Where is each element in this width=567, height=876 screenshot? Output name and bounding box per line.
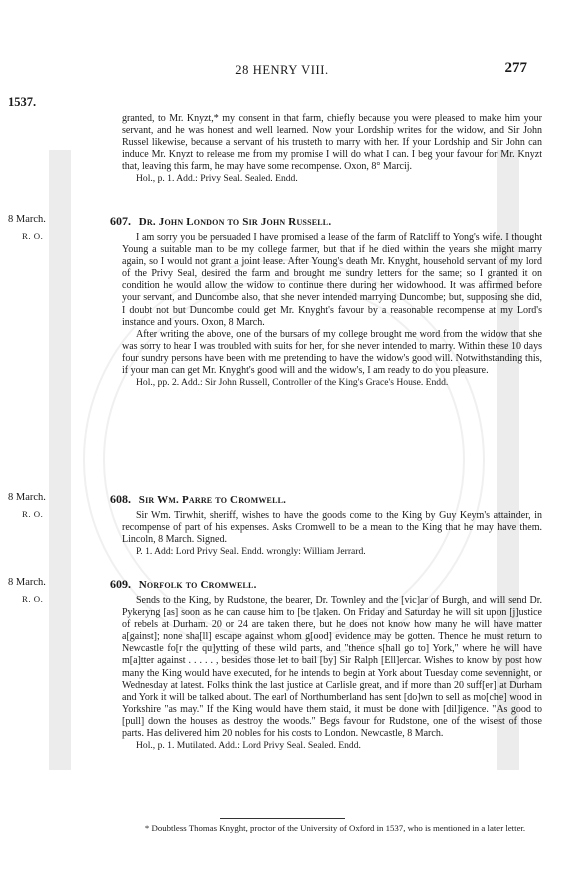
entry-607-heading bbox=[110, 214, 550, 229]
entry-609-date: 8 March. bbox=[8, 577, 46, 588]
footnote: * Doubtless Thomas Knyght, proctor of the University of Oxford in 1537, who is mentioned in a later letter. bbox=[144, 823, 526, 833]
entry-607-title: Dr. John London to Sir John Russell. bbox=[138, 216, 332, 228]
running-title: 28 HENRY VIII. bbox=[235, 63, 329, 77]
page-number: 277 bbox=[504, 60, 527, 76]
footnote-divider bbox=[220, 818, 345, 819]
continuation-text: granted, to Mr. Knyzt,* my consent in that farm, chiefly because you were pleased to make him your servant, and he was honest and well learned. Now your Lordship writes for the widow, and Sir John Russel likewise, because a servant of his trusteth to marry with her. If your Lordship and Sir John can induce Mr. Knyzt to release me from my promise I will do what I can. I beg your favour for Mr. Knyzt that, leaving this farm, he may have some recompense. Oxon, 8° Marcij. bbox=[122, 113, 542, 173]
entry-607-date: 8 March. bbox=[8, 214, 46, 225]
continuation-meta: Hol., p. 1. Add.: Privy Seal. Sealed. Endd. bbox=[136, 173, 298, 185]
continuation-block bbox=[122, 113, 542, 185]
entry-607-body bbox=[122, 232, 542, 389]
entry-608-meta: P. 1. Add: Lord Privy Seal. Endd. wrongly: William Jerrard. bbox=[136, 546, 366, 558]
entry-607-paragraph-2: After writing the above, one of the bursars of my college brought me word from the widow that she was sorry to hear I was troubled with suits for her, for she never intended to marry. Within these 10 days four sundry persons have been with me pretending to have the widow's good will. Notwithstanding this, if your man can get Mr. Knyght's good will and the widow's, I am ready to do you pleasure. bbox=[122, 328, 542, 377]
entry-608-heading bbox=[110, 492, 550, 507]
entry-609-number: 609. bbox=[110, 577, 131, 591]
entry-608-source: R. O. bbox=[22, 509, 44, 519]
entry-609-source: R. O. bbox=[22, 594, 44, 604]
entry-608-body bbox=[122, 510, 542, 558]
entry-608-date: 8 March. bbox=[8, 492, 46, 503]
entry-607-meta: Hol., pp. 2. Add.: Sir John Russell, Controller of the King's Grace's House. Endd. bbox=[136, 377, 449, 389]
entry-607-source: R. O. bbox=[22, 231, 44, 241]
year-label: 1537. bbox=[8, 95, 37, 109]
entry-609-body bbox=[122, 595, 542, 752]
entry-607-paragraph-1: I am sorry you be persuaded I have promised a lease of the farm of Ratcliff to Yong's wife. I thought Young a suitable man to be my college farmer, but that if he died within the years she might marry again, so I would not grant a joint lease. After Young's death Mr. Knyght, household servant of my lord of the Privy Seal, desired the farm and brought me sundry letters for the same; so I granted it on condition he would allow the widow to continue there during her widowhood. It was affirmed before your servant, and Duncombe also, that she never intended marrying Duncombe; but, supposing she did, I doubt not but Duncombe could get Mr. Knyght's favour by a reasonable recompense at my Lord's instance and yours. Oxon, 8 March. bbox=[122, 232, 542, 328]
entry-609-heading bbox=[110, 577, 550, 592]
entry-609-paragraph-1: Sends to the King, by Rudstone, the bearer, Dr. Townley and the [vic]ar of Burgh, and will send Dr. Pykeryng [as] soon as he can cause him to [be t]aken. On Friday and Saturday he will sit upon [j]ustice of rebels at Durham. 20 or 24 are taken there, but he does not know how many he will have matter a[gainst]; none sha[ll] escape against whom g[ood] evidence may be gotten. Thence he must return to Newcastle fo[r the qu]ytting of these wild parts, and "thence s[hall go to] York," where he will have m[a]tter against . . . . . , besides those let to bail [by] Sir Ralph [Ell]ercar. Wishes to know by post how many the King would have executed, for he intends to begin at York about Tuesday come sevennight, or Wednesday at latest. Folks think the last justice at Carlisle great, and if more than 20 suff[er] at Durham and York it will be talked about. The earl of Northumberland has sent [do]wn to sell as mo[che] wood in Yorkshire "as may." If the King would have them staid, it must be done with [dil]igence. "As good to [pull] down the houses as destroy the woods." Begs favour for Rudstone, one of the wisest of those parts. Has delivered him 20 nobles for his costs to London. Newcastle, 8 March. bbox=[122, 595, 542, 740]
entry-609-meta: Hol., p. 1. Mutilated. Add.: Lord Privy Seal. Sealed. Endd. bbox=[136, 740, 361, 752]
entry-609-title: Norfolk to Cromwell. bbox=[138, 579, 257, 591]
entry-608-title: Sir Wm. Parre to Cromwell. bbox=[138, 494, 287, 506]
entry-607-number: 607. bbox=[110, 214, 131, 228]
entry-608-paragraph-1: Sir Wm. Tirwhit, sheriff, wishes to have the goods come to the King by Guy Keym's attainder, in recompense of part of his expenses. Asks Cromwell to be a mean to the King that he may have them. Lincoln, 8 March. Signed. bbox=[122, 510, 542, 546]
entry-608-number: 608. bbox=[110, 492, 131, 506]
